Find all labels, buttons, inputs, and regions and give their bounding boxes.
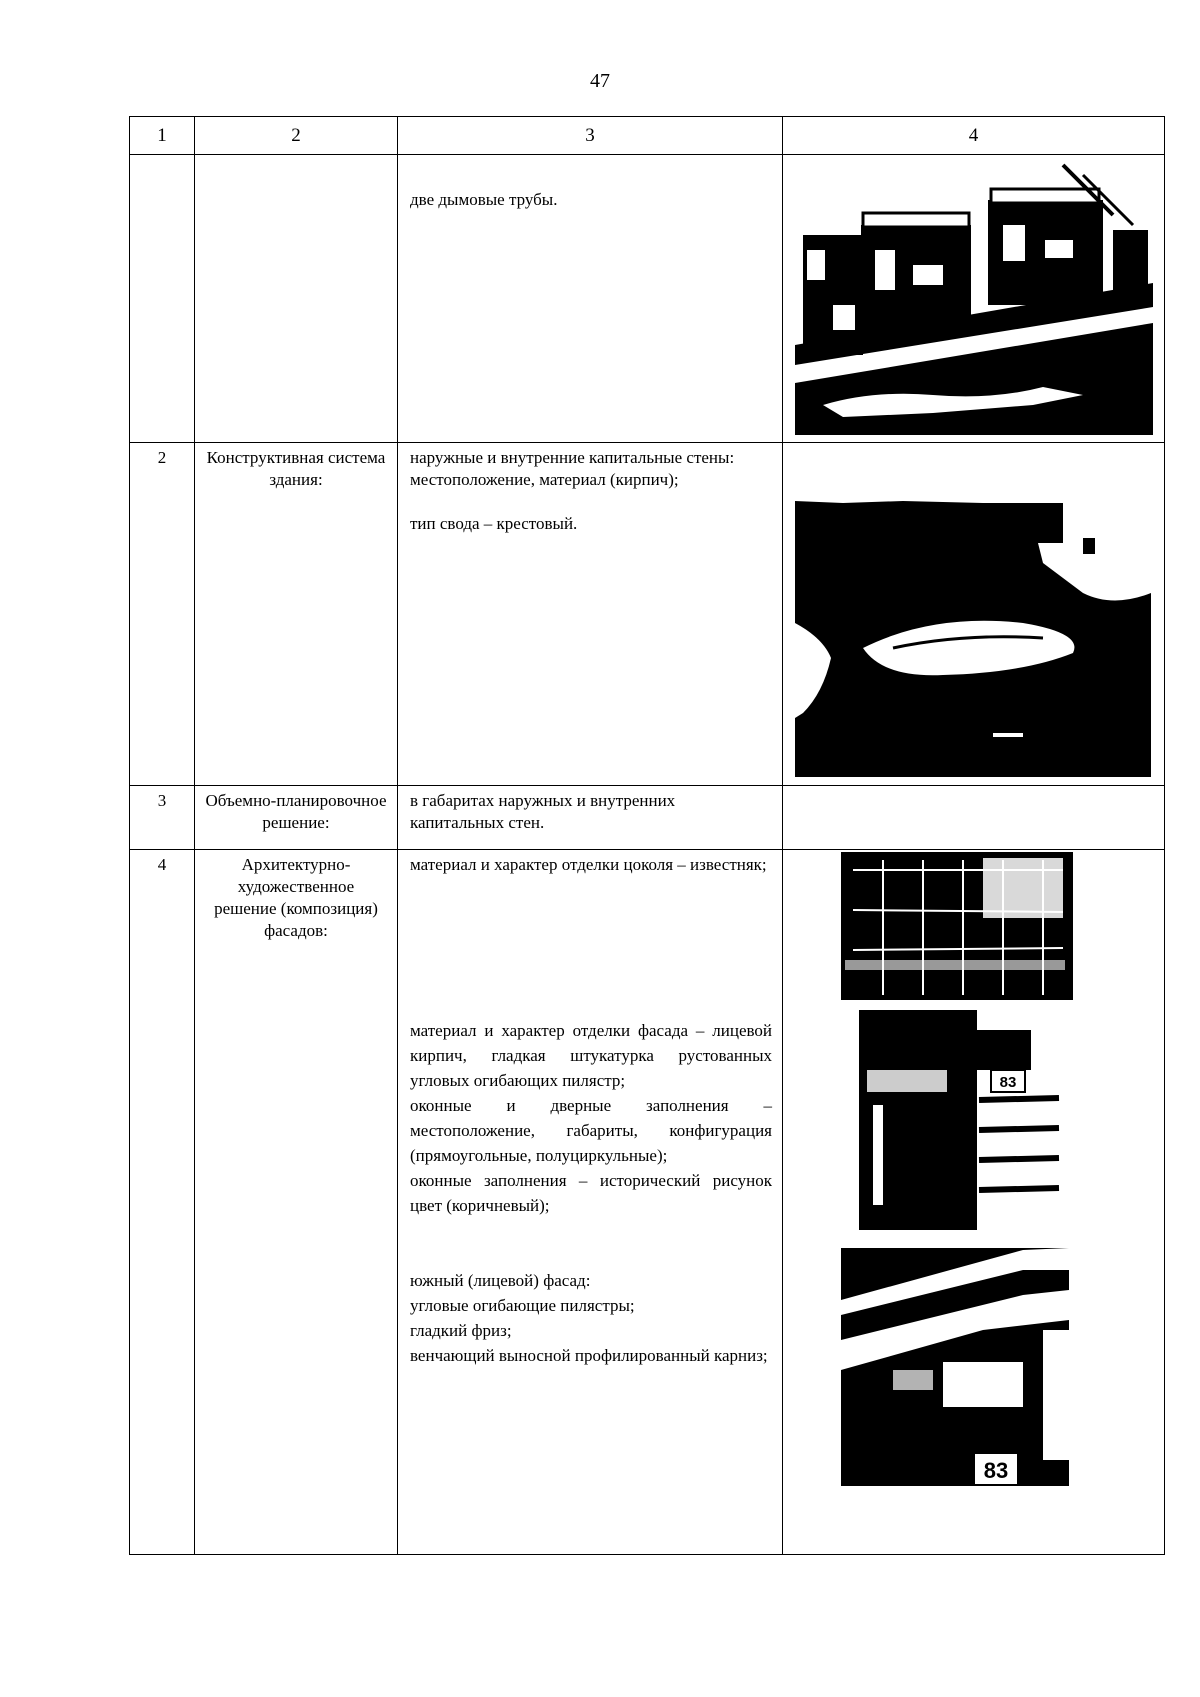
- description-line: угловые огибающие пилястры;: [410, 1296, 635, 1315]
- row-name: Конструктивная система здания:: [195, 443, 398, 786]
- photo-cell: [783, 786, 1165, 850]
- vault-photo: [783, 443, 1165, 785]
- row-description: [398, 443, 783, 786]
- header-cell: 3: [398, 117, 783, 155]
- table-row: [130, 443, 1165, 786]
- header-cell: 2: [195, 117, 398, 155]
- photo-cell: [783, 850, 1165, 1555]
- description-line: гладкий фриз;: [410, 1321, 512, 1340]
- row-name: [195, 155, 398, 443]
- table-row: [130, 155, 1165, 443]
- page-number: 47: [590, 70, 610, 92]
- photo-cell: [783, 443, 1165, 786]
- row-number: 2: [130, 443, 195, 786]
- chimneys-photo: [783, 155, 1165, 442]
- table-row: [130, 786, 1165, 850]
- row-name: Архитектурно-художественное решение (композиция) фасадов:: [195, 850, 398, 1555]
- photo-cell: [783, 155, 1165, 443]
- description-line: оконные заполнения – исторический рисунок цвет (коричневый);: [410, 1171, 772, 1215]
- description-line: материал и характер отделки цоколя – известняк;: [410, 855, 767, 874]
- row-number: [130, 155, 195, 443]
- plinth-photo: [841, 852, 1073, 1000]
- description-line: венчающий выносной профилированный карниз;: [410, 1346, 768, 1365]
- row-description: [398, 786, 783, 850]
- description-line: оконные и дверные заполнения – местоположение, габариты, конфигурация (прямоугольные, полуциркульные);: [410, 1096, 772, 1165]
- description-line: материал и характер отделки фасада – лицевой кирпич, гладкая штукатурка рустованных угловых огибающих пилястр;: [410, 1021, 772, 1090]
- row-number: 3: [130, 786, 195, 850]
- heritage-table: [129, 116, 1165, 1555]
- description-line: в габаритах наружных и внутренних капитальных стен.: [410, 791, 676, 832]
- facade-photo: [859, 1010, 1059, 1230]
- header-cell: 4: [783, 117, 1165, 155]
- description-line: южный (лицевой) фасад:: [410, 1271, 591, 1290]
- description-line: две дымовые трубы.: [410, 190, 558, 209]
- table-row: [130, 850, 1165, 1555]
- description-line: наружные и внутренние капитальные стены: местоположение, материал (кирпич);: [410, 448, 735, 489]
- facade-house-number: 83: [999, 1074, 1017, 1091]
- row-description: [398, 155, 783, 443]
- row-description: [398, 850, 783, 1555]
- row-number: 4: [130, 850, 195, 1555]
- cornice-photo: [841, 1248, 1069, 1486]
- row-name: Объемно-планировочное решение:: [195, 786, 398, 850]
- cornice-house-number: 83: [983, 1458, 1009, 1483]
- photo-stack: [783, 850, 1165, 1554]
- table-header-row: [130, 117, 1165, 155]
- description-line: тип свода – крестовый.: [410, 514, 578, 533]
- header-cell: 1: [130, 117, 195, 155]
